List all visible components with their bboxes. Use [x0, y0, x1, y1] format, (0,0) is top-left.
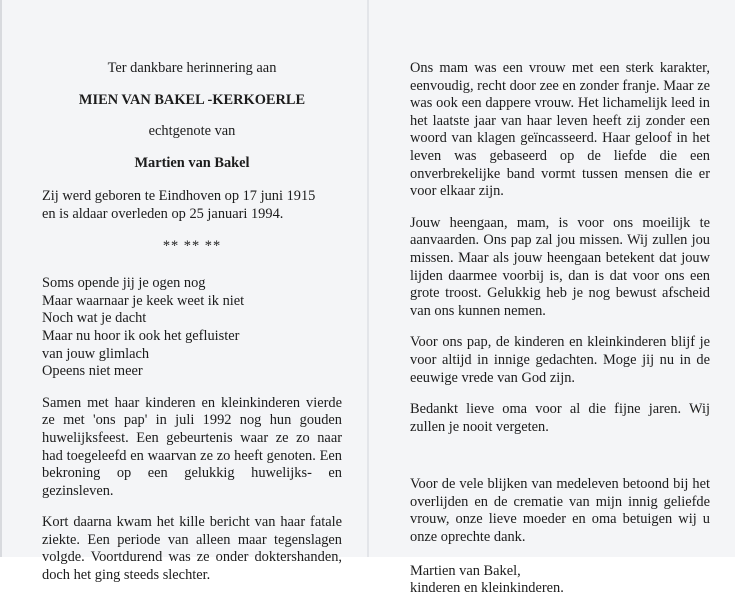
- right-paragraph-3: Voor ons pap, de kinderen en kleinkinderen blijf je voor altijd in innige gedachten. Moge jij nu in de eeuwige vrede van God zijn.: [410, 334, 710, 386]
- spouse-intro: echtgenote van: [148, 123, 236, 140]
- birth-line-2: en is aldaar overleden op 25 januari 1994.: [42, 205, 284, 222]
- right-paragraph-5: Voor de vele blijken van medeleven betoond bij het overlijden en de crematie van mijn innig geliefde vrouw, onze lieve moeder en oma betuigen wij u onze oprechte dank.: [410, 476, 710, 546]
- birth-line-1: Zij werd geboren te Eindhoven op 17 juni 1915: [42, 188, 316, 205]
- left-panel: [42, 60, 342, 585]
- right-paragraph-1: Ons mam was een vrouw met een sterk karakter, eenvoudig, recht door zee en zonder franje. Maar ze was ook een dappere vrouw. Het lichamelijk leed in het laatste jaar van haar leven heeft zij zonder een woord van klagen geïncasseerd. Haar geloof in het leven was gebaseerd op de liefde die een onverbrekelijke band vormt tussen mensen die er voor elkaar zijn.: [410, 60, 710, 200]
- signature-line-1: Martien van Bakel,: [410, 562, 521, 579]
- verse-line: Opeens niet meer: [42, 363, 143, 380]
- card-edge: [0, 0, 2, 557]
- verse-line: van jouw glimlach: [42, 345, 150, 362]
- deceased-name: MIEN VAN BAKEL -KERKOERLE: [78, 91, 306, 108]
- verse-line: Maar waarnaar je keek weet ik niet: [42, 292, 245, 309]
- stars-divider: ** ** **: [162, 237, 222, 254]
- left-paragraph-1: Samen met haar kinderen en kleinkinderen vierde ze met 'ons pap' in juli 1992 nog hun gouden huwelijksfeest. Een gebeurtenis waar ze zo naar had toegeleefd en waarvan ze zo heeft genoten. Een bekroning op een gelukkig huwelijks- en gezinsleven.: [42, 394, 342, 499]
- card-fold: [367, 0, 369, 557]
- verse: [42, 275, 342, 381]
- right-paragraph-4: Bedankt lieve oma voor al die fijne jaren. Wij zullen je nooit vergeten.: [410, 401, 710, 435]
- verse-line: Soms opende jij je ogen nog: [42, 275, 206, 292]
- verse-line: Maar nu hoor ik ook het gefluister: [42, 327, 240, 344]
- intro-text: Ter dankbare herinnering aan: [107, 60, 277, 76]
- spouse-name: Martien van Bakel: [134, 154, 250, 171]
- left-paragraph-2: Kort daarna kwam het kille bericht van haar fatale ziekte. Een periode van alleen maar tegenslagen volgde. Voortdurend was ze onder doktershanden, doch het ging steeds slechter.: [42, 514, 342, 584]
- right-panel: [410, 60, 710, 598]
- signature-line-2: kinderen en kleinkinderen.: [410, 580, 564, 597]
- verse-line: Noch wat je dacht: [42, 310, 147, 327]
- right-paragraph-2: Jouw heengaan, mam, is voor ons moeilijk te aanvaarden. Ons pap zal jou missen. Wij zullen jou missen. Maar als jouw heengaan betekent dat jouw lijden daarmee voorbij is, dan is dat voor ons een grote troost. Gelukkig heb je nog bewust afscheid van ons kunnen nemen.: [410, 214, 710, 319]
